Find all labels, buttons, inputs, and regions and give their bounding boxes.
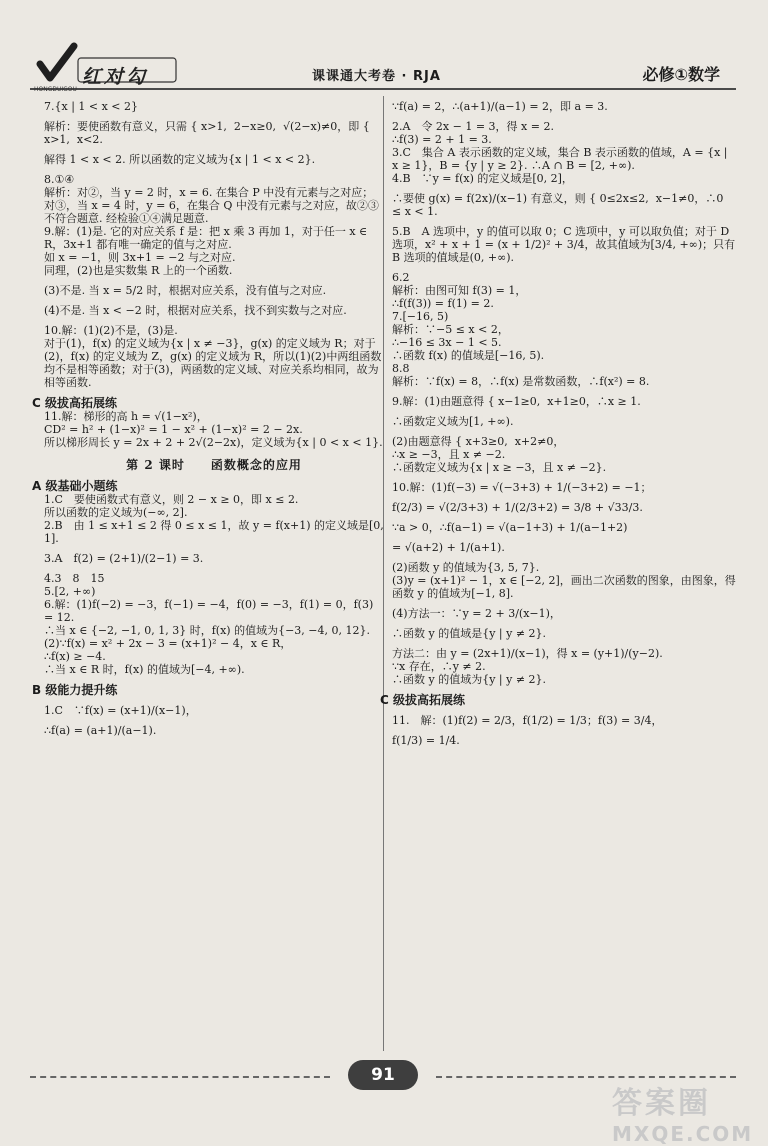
answer-line: 5.B A 选项中，y 的值可以取 0；C 选项中，y 可以取负值；对于 D 选项，x² + x + 1 = (x + 1/2)² + 3/4，故其值域为[3/4, +∞)；只有 B 选项的值域是(0, +∞). <box>392 225 739 264</box>
answer-line: 10.解：(1)f(−3) = √(−3+3) + 1/(−3+2) = −1； <box>392 481 652 494</box>
answer-line: (2)函数 y 的值域为{3, 5, 7}. <box>392 561 540 574</box>
answer-line: 9.解：(1)是. 它的对应关系 f 是：把 x 乘 3 再加 1，对于任一 x ∈ R，3x+1 都有唯一确定的值与之对应. <box>44 225 371 251</box>
answer-line: (2)∵f(x) = x² + 2x − 3 = (x+1)² − 4，x ∈ R， <box>44 637 292 650</box>
watermark <box>612 1078 753 1146</box>
section-heading: C 级拔高拓展练 <box>380 693 465 707</box>
answer-line: (2)由题意得 { x+3≥0, x+2≠0， <box>392 435 565 448</box>
watermark-url: MXQE.COM <box>612 1122 754 1146</box>
watermark-logo-text: 答案圈 <box>612 1086 711 1121</box>
lesson-title: 第 2 课时 函数概念的应用 <box>126 458 302 472</box>
answer-line: 7.{x | 1 < x < 2} <box>44 100 139 113</box>
answer-line: 解析：要使函数有意义，只需 { x>1, 2−x≥0, √(2−x)≠0，即 { x>1, x<2. <box>44 120 374 146</box>
answer-line: 3.C 集合 A 表示函数的定义域，集合 B 表示函数的值域，A = {x | x ≥ 1}，B = {y | y ≥ 2}. ∴A ∩ B = [2, +∞). <box>392 146 731 172</box>
answer-line: 方法二：由 y = (2x+1)/(x−1)，得 x = (y+1)/(y−2). <box>392 647 663 660</box>
answer-line: (3)不是. 当 x = 5/2 时，根据对应关系，没有值与之对应. <box>44 284 327 297</box>
logo-text: 红对勾 <box>82 66 149 88</box>
answer-line: ∴f(f(3)) = f(1) = 2. <box>392 297 494 310</box>
answer-line: ∴当 x ∈ R 时，f(x) 的值域为[−4, +∞). <box>44 663 245 676</box>
logo-subtitle: HONGDUIGOU <box>34 86 77 93</box>
answer-line: 6.2 <box>392 271 410 284</box>
answer-line: 1.C ∵f(x) = (x+1)/(x−1)， <box>44 704 197 717</box>
answer-line: 4.3 8 15 <box>44 572 105 585</box>
answer-line: = √(a+2) + 1/(a+1). <box>392 541 505 554</box>
answer-line: ∴函数定义域为{x | x ≥ −3，且 x ≠ −2}. <box>392 461 607 474</box>
answer-line: f(1/3) = 1/4. <box>392 734 460 747</box>
answer-line: 2.A 令 2x − 1 = 3，得 x = 2. <box>392 120 554 133</box>
answer-line: 2.B 由 1 ≤ x+1 ≤ 2 得 0 ≤ x ≤ 1，故 y = f(x+1) 的定义域是[0, 1]. <box>44 519 388 545</box>
answer-line: ∵f(a) = 2，∴(a+1)/(a−1) = 2，即 a = 3. <box>392 100 608 113</box>
answer-line: 3.A f(2) = (2+1)/(2−1) = 3. <box>44 552 204 565</box>
answer-line: 8.8 <box>392 362 410 375</box>
answer-line: 对于(1)，f(x) 的定义域为{x | x ≠ −3}，g(x) 的定义域为 R；对于(2)，f(x) 的定义域为 Z，g(x) 的定义域为 R，所以(1)(2)中两组函数均不是相等函数；对于(3)，两函数的定义域、对应关系均相同，故为相等函数. <box>44 337 382 389</box>
answer-line: 11. 解：(1)f(2) = 2/3，f(1/2) = 1/3；f(3) = 3/4， <box>392 714 663 727</box>
left-column <box>32 100 388 737</box>
answer-line: 解析：∵−5 ≤ x < 2， <box>392 323 509 336</box>
answer-line: 解析：由图可知 f(3) = 1， <box>392 284 527 297</box>
answer-line: f(2/3) = √(2/3+3) + 1/(2/3+2) = 3/8 + √33/3. <box>392 501 643 514</box>
answer-line: 9.解：(1)由题意得 { x−1≥0, x+1≥0，∴x ≥ 1. <box>392 395 641 408</box>
answer-line: 10.解：(1)(2)不是，(3)是. <box>44 324 178 337</box>
answer-line: ∵a > 0，∴f(a−1) = √(a−1+3) + 1/(a−1+2) <box>392 521 628 534</box>
answer-line: ∴−16 ≤ 3x − 1 < 5. <box>392 336 502 349</box>
answer-line: (3)y = (x+1)² − 1，x ∈ [−2, 2]，画出二次函数的图象，由图象，得函数 y 的值域为[−1, 8]. <box>392 574 736 600</box>
answer-line: ∴函数 f(x) 的值域是[−16, 5). <box>392 349 545 362</box>
answer-line: ∴当 x ∈ {−2, −1, 0, 1, 3} 时，f(x) 的值域为{−3, −4, 0, 12}. <box>44 624 370 637</box>
answer-line: ∴函数定义域为[1, +∞). <box>392 415 514 428</box>
answer-line: ∴f(a) = (a+1)/(a−1). <box>44 724 157 737</box>
answer-line: ∴函数 y 的值域是{y | y ≠ 2}. <box>392 627 547 640</box>
answer-line: (4)不是. 当 x < −2 时，根据对应关系，找不到实数与之对应. <box>44 304 347 317</box>
answer-line: ∴f(3) = 2 + 1 = 3. <box>392 133 492 146</box>
answer-line: ∴要使 g(x) = f(2x)/(x−1) 有意义，则 { 0≤2x≤2, x−1≠0，∴0 ≤ x < 1. <box>392 192 727 218</box>
answer-line: 6.解：(1)f(−2) = −3，f(−1) = −4，f(0) = −3，f(1) = 0，f(3) = 12. <box>44 598 377 624</box>
answer-line: 8.①④ <box>44 173 75 186</box>
answer-line: 同理，(2)也是实数集 R 上的一个函数. <box>44 264 233 277</box>
answer-line: 解得 1 < x < 2. 所以函数的定义域为{x | 1 < x < 2}. <box>44 153 316 166</box>
answer-line: 1.C 要使函数式有意义，则 2 − x ≥ 0，即 x ≤ 2. <box>44 493 299 506</box>
answer-line: ∴x ≥ −3，且 x ≠ −2. <box>392 448 506 461</box>
answer-line: ∴f(x) ≥ −4. <box>44 650 106 663</box>
answer-line: (4)方法一：∵y = 2 + 3/(x−1)， <box>392 607 561 620</box>
answer-line: 11.解：梯形的高 h = √(1−x²)， <box>44 410 208 423</box>
answer-line: CD² = h² + (1−x)² = 1 − x² + (1−x)² = 2 − 2x. <box>44 423 303 436</box>
answer-line: 解析：对②，当 y = 2 时，x = 6. 在集合 P 中没有元素与之对应；对③，当 x = 4 时，y = 6，在集合 Q 中没有元素与之对应，故②③不符合题意. 经检验①④满足题意. <box>44 186 379 225</box>
answer-line: 5.[2, +∞) <box>44 585 96 598</box>
answer-line: 所以梯形周长 y = 2x + 2 + 2√(2−2x)，定义域为{x | 0 < x < 1}. <box>44 436 383 449</box>
brand-logo <box>34 42 184 88</box>
answer-line: 解析：∵f(x) = 8，∴f(x) 是常数函数，∴f(x²) = 8. <box>392 375 650 388</box>
book-title: 课课通大考卷 · RJA <box>312 69 441 84</box>
section-heading: A 级基础小题练 <box>32 479 118 493</box>
answer-line: ∴函数 y 的值域为{y | y ≠ 2}. <box>392 673 547 686</box>
page-header <box>30 38 736 90</box>
answer-line: 所以函数的定义域为(−∞, 2]. <box>44 506 188 519</box>
answer-line: 4.B ∵y = f(x) 的定义域是[0, 2]， <box>392 172 573 185</box>
right-column <box>380 100 739 747</box>
footer-dash-left <box>30 1076 330 1078</box>
section-heading: B 级能力提升练 <box>32 683 118 697</box>
answer-line: 7.[−16, 5) <box>392 310 449 323</box>
page-number: 91 <box>348 1060 418 1090</box>
subject-label: 必修①数学 <box>642 65 720 84</box>
section-heading: C 级拔高拓展练 <box>32 396 117 410</box>
answer-line: 如 x = −1，则 3x+1 = −2 与之对应. <box>44 251 236 264</box>
answer-line: ∵x 存在，∴y ≠ 2. <box>392 660 486 673</box>
